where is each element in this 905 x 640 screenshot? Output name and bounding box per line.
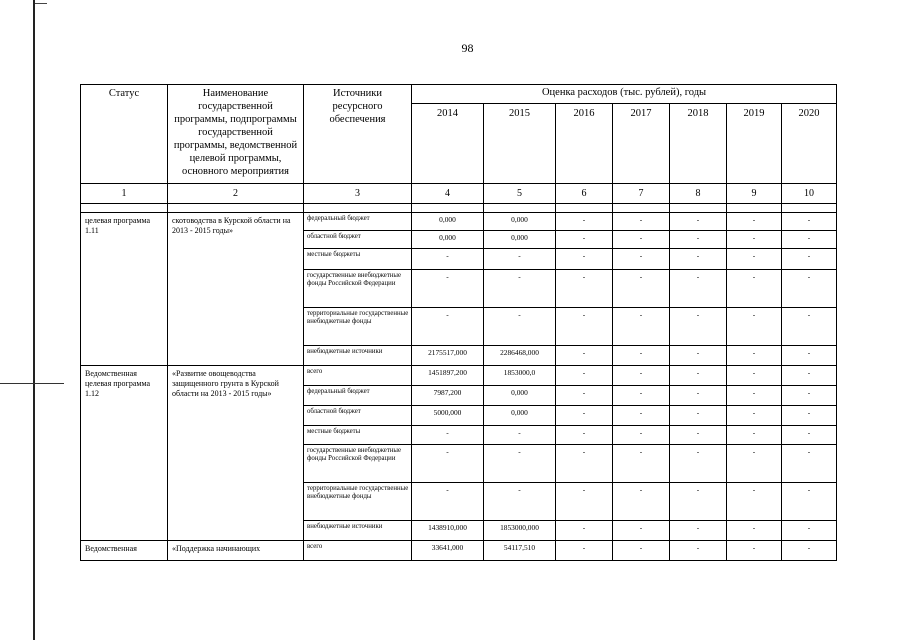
amount-cell: - bbox=[670, 426, 727, 445]
amount-cell: - bbox=[782, 483, 837, 521]
amount-cell: - bbox=[782, 426, 837, 445]
amount-cell: - bbox=[727, 386, 782, 406]
year-header: 2016 bbox=[556, 104, 613, 184]
corner-mark bbox=[35, 3, 47, 4]
amount-cell: - bbox=[412, 270, 484, 308]
amount-cell: - bbox=[782, 346, 837, 366]
amount-cell: - bbox=[727, 231, 782, 249]
amount-cell: - bbox=[727, 426, 782, 445]
amount-cell: - bbox=[727, 483, 782, 521]
amount-cell: - bbox=[727, 270, 782, 308]
column-number: 6 bbox=[556, 184, 613, 204]
amount-cell: - bbox=[782, 521, 837, 541]
program-status: целевая программа 1.11 bbox=[81, 213, 168, 366]
amount-cell: - bbox=[556, 521, 613, 541]
amount-cell: - bbox=[412, 426, 484, 445]
amount-cell: - bbox=[613, 483, 670, 521]
amount-cell: - bbox=[556, 445, 613, 483]
program-status: Ведомственная bbox=[81, 541, 168, 561]
column-number: 10 bbox=[782, 184, 837, 204]
amount-cell: 0,000 bbox=[484, 406, 556, 426]
amount-cell: 1853000,0 bbox=[484, 366, 556, 386]
amount-cell: - bbox=[412, 308, 484, 346]
amount-cell: - bbox=[670, 386, 727, 406]
funding-source: областной бюджет bbox=[304, 406, 412, 426]
funding-source: государственные внебюджетные фонды Российской Федерации bbox=[304, 445, 412, 483]
funding-source: территориальные государственные внебюджетные фонды bbox=[304, 308, 412, 346]
amount-cell: - bbox=[782, 308, 837, 346]
page-number: 98 bbox=[461, 41, 474, 55]
table-row bbox=[81, 541, 837, 561]
amount-cell: 7987,200 bbox=[412, 386, 484, 406]
funding-source: территориальные государственные внебюджетные фонды bbox=[304, 483, 412, 521]
amount-cell: - bbox=[670, 521, 727, 541]
header-status: Статус bbox=[81, 85, 168, 184]
year-header: 2018 bbox=[670, 104, 727, 184]
amount-cell: - bbox=[484, 445, 556, 483]
amount-cell: - bbox=[782, 270, 837, 308]
amount-cell: 54117,510 bbox=[484, 541, 556, 561]
amount-cell: - bbox=[613, 270, 670, 308]
amount-cell: - bbox=[670, 541, 727, 561]
amount-cell: - bbox=[727, 541, 782, 561]
column-number: 3 bbox=[304, 184, 412, 204]
amount-cell: - bbox=[782, 445, 837, 483]
amount-cell: - bbox=[727, 308, 782, 346]
funding-source: местные бюджеты bbox=[304, 249, 412, 270]
amount-cell: - bbox=[727, 249, 782, 270]
amount-cell: - bbox=[670, 270, 727, 308]
amount-cell: - bbox=[613, 346, 670, 366]
amount-cell: - bbox=[613, 213, 670, 231]
amount-cell: - bbox=[556, 541, 613, 561]
funding-source: государственные внебюджетные фонды Российской Федерации bbox=[304, 270, 412, 308]
amount-cell: - bbox=[727, 213, 782, 231]
amount-cell: - bbox=[556, 406, 613, 426]
column-number: 2 bbox=[168, 184, 304, 204]
amount-cell: - bbox=[727, 445, 782, 483]
table-row bbox=[81, 213, 837, 231]
amount-cell: - bbox=[484, 308, 556, 346]
header-estimate: Оценка расходов (тыс. рублей), годы bbox=[412, 85, 837, 104]
amount-cell: - bbox=[782, 249, 837, 270]
amount-cell: - bbox=[670, 445, 727, 483]
margin-mark bbox=[0, 383, 64, 384]
funding-source: всего bbox=[304, 366, 412, 386]
amount-cell: - bbox=[556, 346, 613, 366]
table-body bbox=[81, 213, 837, 561]
column-number: 1 bbox=[81, 184, 168, 204]
amount-cell: - bbox=[556, 483, 613, 521]
amount-cell: - bbox=[670, 366, 727, 386]
amount-cell: - bbox=[782, 541, 837, 561]
amount-cell: - bbox=[556, 308, 613, 346]
funding-source: внебюджетные источники bbox=[304, 521, 412, 541]
program-name: «Поддержка начинающих bbox=[168, 541, 304, 561]
amount-cell: - bbox=[727, 406, 782, 426]
amount-cell: - bbox=[613, 426, 670, 445]
amount-cell: - bbox=[556, 231, 613, 249]
column-number: 4 bbox=[412, 184, 484, 204]
program-name: скотоводства в Курской области на 2013 - 2015 годы» bbox=[168, 213, 304, 366]
amount-cell: 0,000 bbox=[484, 213, 556, 231]
amount-cell: 1438910,000 bbox=[412, 521, 484, 541]
amount-cell: 0,000 bbox=[484, 231, 556, 249]
amount-cell: - bbox=[670, 346, 727, 366]
amount-cell: - bbox=[412, 249, 484, 270]
funding-source: внебюджетные источники bbox=[304, 346, 412, 366]
funding-source: федеральный бюджет bbox=[304, 213, 412, 231]
amount-cell: - bbox=[412, 483, 484, 521]
column-number: 8 bbox=[670, 184, 727, 204]
amount-cell: - bbox=[782, 213, 837, 231]
amount-cell: - bbox=[613, 541, 670, 561]
amount-cell: - bbox=[782, 231, 837, 249]
amount-cell: - bbox=[613, 308, 670, 346]
amount-cell: - bbox=[556, 366, 613, 386]
amount-cell: - bbox=[556, 213, 613, 231]
amount-cell: - bbox=[782, 366, 837, 386]
amount-cell: 2175517,000 bbox=[412, 346, 484, 366]
amount-cell: - bbox=[782, 386, 837, 406]
amount-cell: 2286468,000 bbox=[484, 346, 556, 366]
amount-cell: - bbox=[670, 308, 727, 346]
amount-cell: - bbox=[613, 231, 670, 249]
amount-cell: - bbox=[670, 483, 727, 521]
amount-cell: - bbox=[613, 445, 670, 483]
year-header: 2020 bbox=[782, 104, 837, 184]
program-status: Ведомственная целевая программа 1.12 bbox=[81, 366, 168, 541]
year-header: 2019 bbox=[727, 104, 782, 184]
amount-cell: - bbox=[484, 426, 556, 445]
funding-source: федеральный бюджет bbox=[304, 386, 412, 406]
amount-cell: - bbox=[727, 366, 782, 386]
amount-cell: 33641,000 bbox=[412, 541, 484, 561]
amount-cell: - bbox=[556, 426, 613, 445]
left-margin-line bbox=[33, 0, 35, 640]
amount-cell: 0,000 bbox=[412, 213, 484, 231]
amount-cell: - bbox=[727, 346, 782, 366]
header-name: Наименование государственной программы, подпрограммы государственной программы, ведомственной целевой программы, основного мероприятия bbox=[168, 85, 304, 184]
amount-cell: - bbox=[727, 521, 782, 541]
amount-cell: - bbox=[670, 249, 727, 270]
amount-cell: 1853000,000 bbox=[484, 521, 556, 541]
amount-cell: - bbox=[613, 386, 670, 406]
header-sources: Источники ресурсного обеспечения bbox=[304, 85, 412, 184]
amount-cell: - bbox=[670, 213, 727, 231]
amount-cell: - bbox=[613, 521, 670, 541]
amount-cell: - bbox=[613, 249, 670, 270]
amount-cell: - bbox=[670, 231, 727, 249]
column-number: 9 bbox=[727, 184, 782, 204]
amount-cell: - bbox=[670, 406, 727, 426]
amount-cell: - bbox=[556, 386, 613, 406]
amount-cell: - bbox=[613, 366, 670, 386]
amount-cell: - bbox=[556, 249, 613, 270]
amount-cell: 5000,000 bbox=[412, 406, 484, 426]
funding-source: всего bbox=[304, 541, 412, 561]
amount-cell: - bbox=[782, 406, 837, 426]
funding-source: областной бюджет bbox=[304, 231, 412, 249]
amount-cell: - bbox=[412, 445, 484, 483]
column-number: 5 bbox=[484, 184, 556, 204]
program-name: «Развитие овощеводства защищенного грунта в Курской области на 2013 - 2015 годы» bbox=[168, 366, 304, 541]
amount-cell: - bbox=[613, 406, 670, 426]
amount-cell: 0,000 bbox=[412, 231, 484, 249]
funding-source: местные бюджеты bbox=[304, 426, 412, 445]
table-row bbox=[81, 366, 837, 386]
year-header: 2017 bbox=[613, 104, 670, 184]
amount-cell: 0,000 bbox=[484, 386, 556, 406]
column-number: 7 bbox=[613, 184, 670, 204]
amount-cell: - bbox=[484, 270, 556, 308]
amount-cell: - bbox=[484, 249, 556, 270]
amount-cell: - bbox=[484, 483, 556, 521]
year-header: 2015 bbox=[484, 104, 556, 184]
year-header: 2014 bbox=[412, 104, 484, 184]
amount-cell: 1451897,200 bbox=[412, 366, 484, 386]
amount-cell: - bbox=[556, 270, 613, 308]
budget-table bbox=[80, 84, 837, 561]
